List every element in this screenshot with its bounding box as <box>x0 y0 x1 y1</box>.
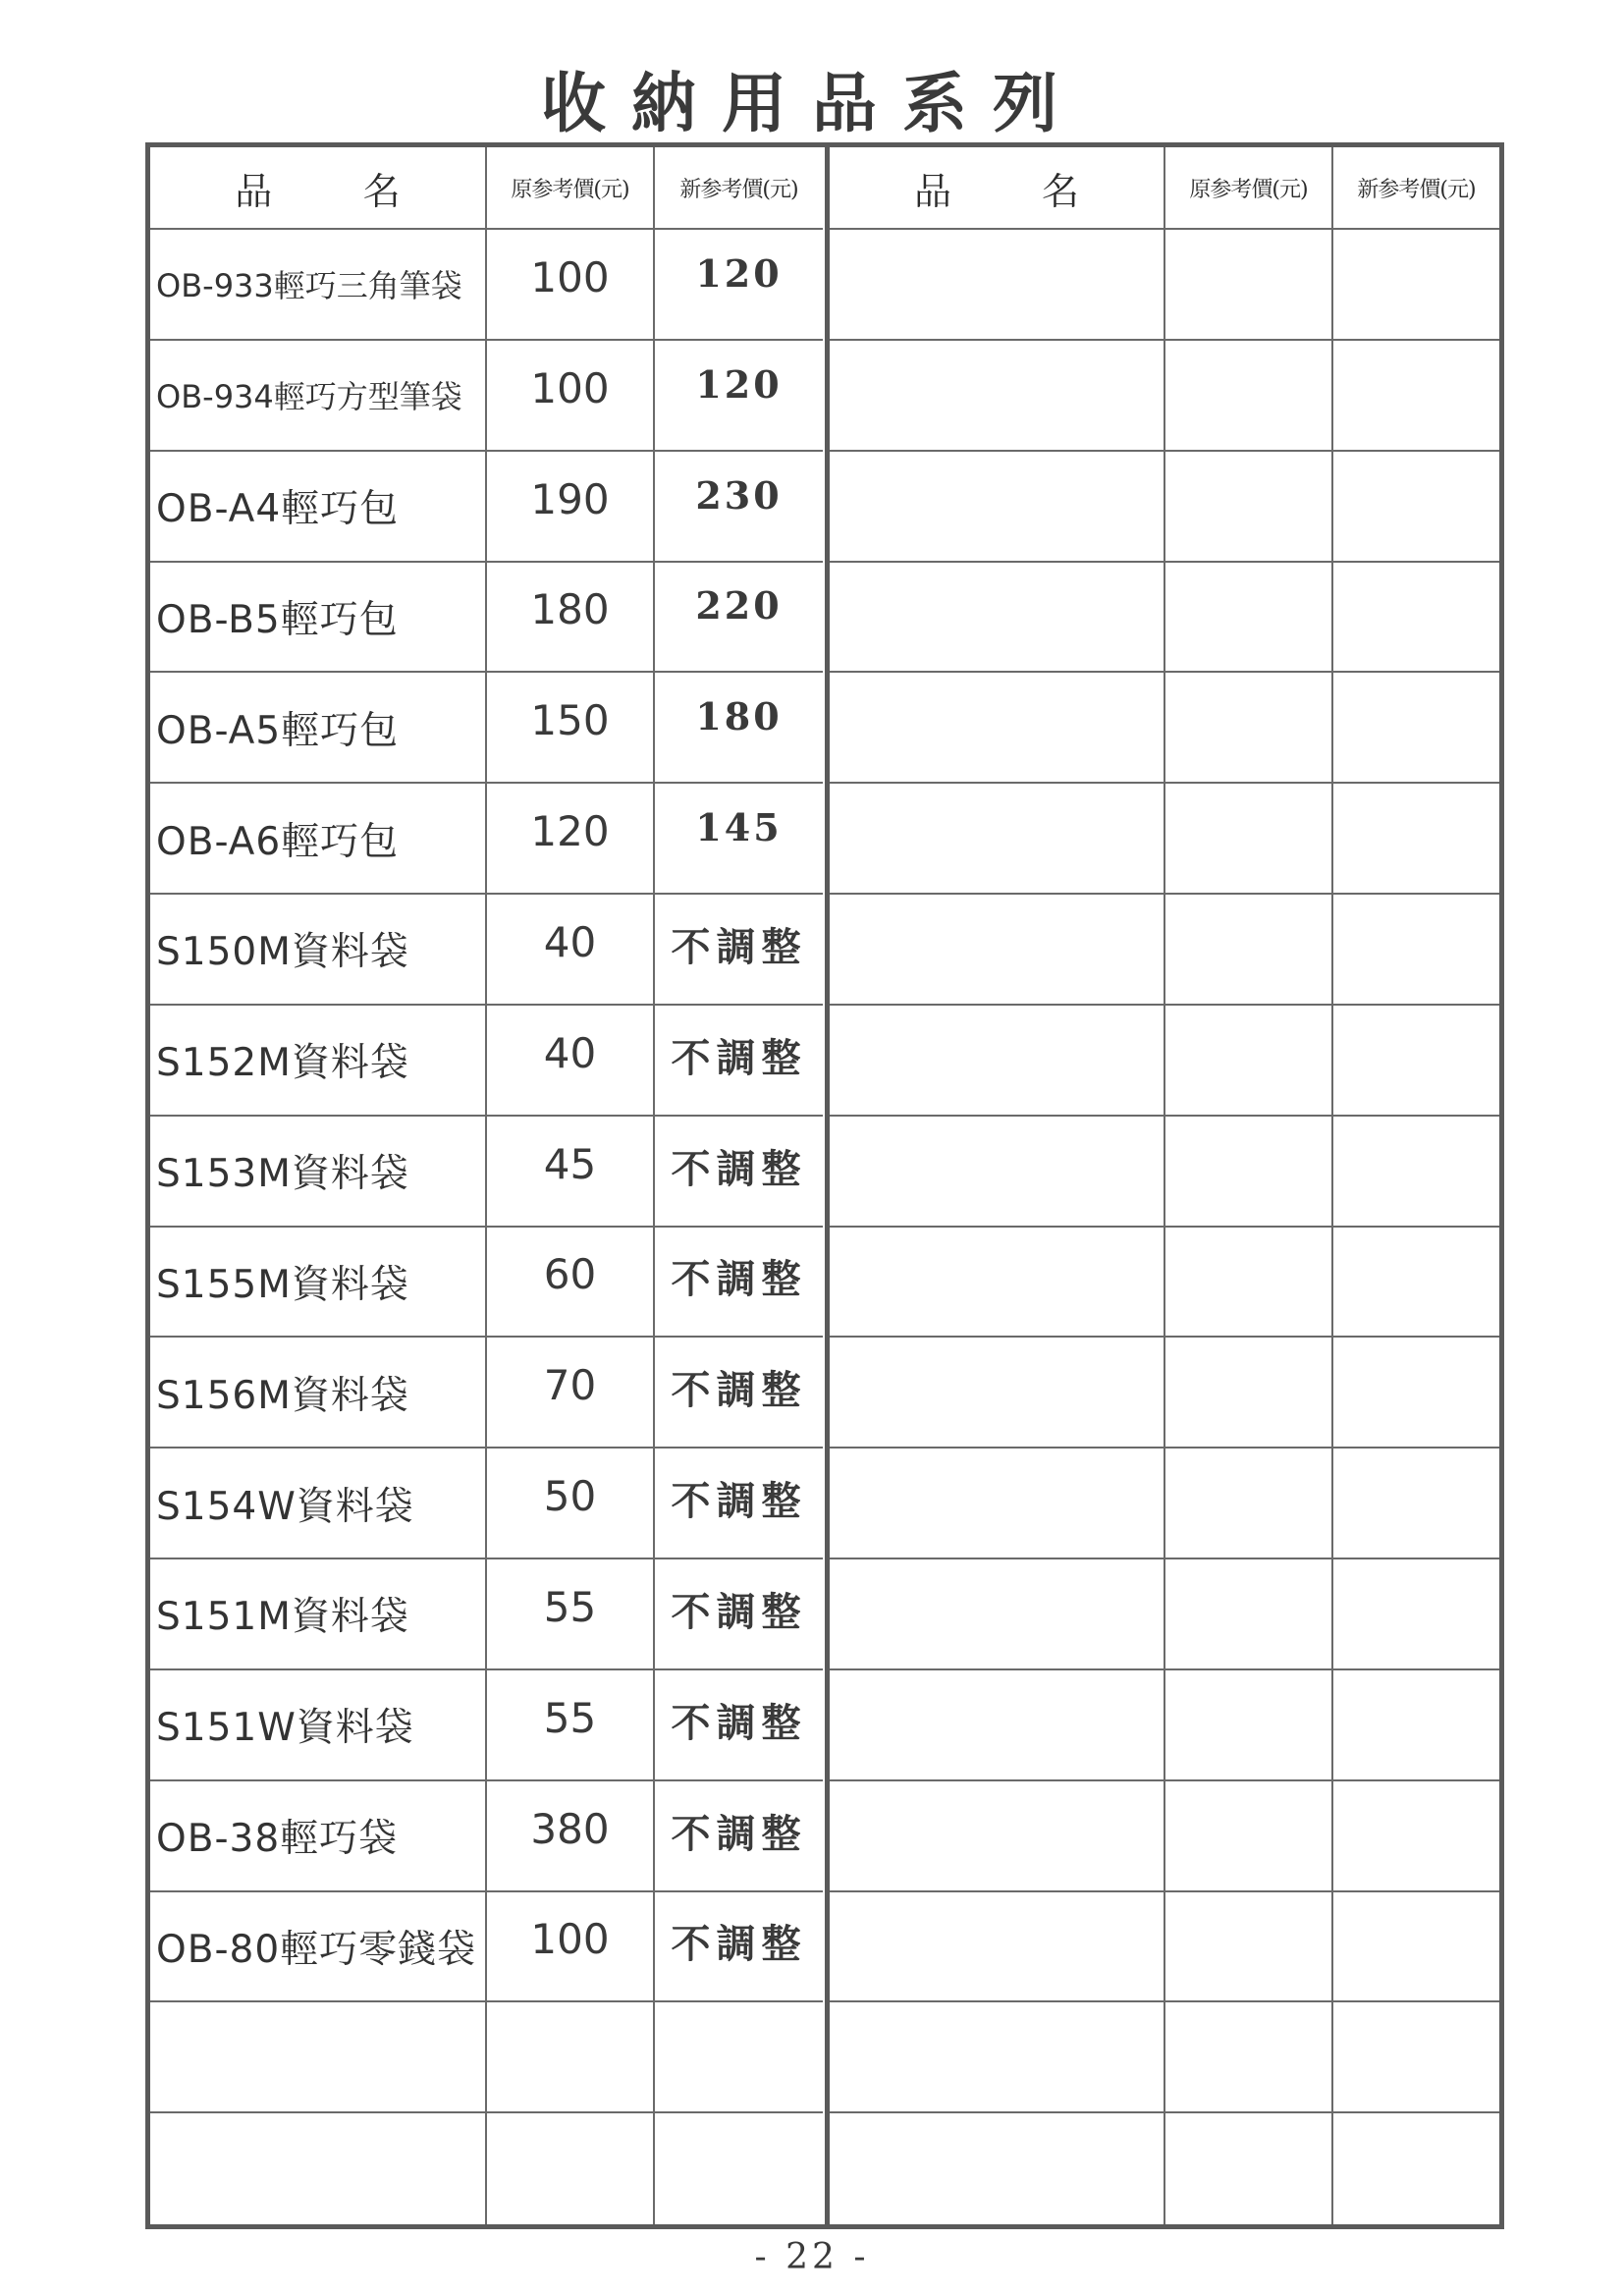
product-name-cell: OB-933輕巧三角筆袋 <box>150 230 487 341</box>
table-right-half <box>830 147 1499 2224</box>
empty-name-cell <box>830 1781 1165 1892</box>
empty-orig-price-cell <box>1165 452 1333 563</box>
new-price-cell: 不調整 <box>655 895 823 1006</box>
empty-name-cell <box>830 452 1165 563</box>
empty-new-price-cell <box>1333 230 1499 341</box>
page-title: 收納用品系列 <box>541 65 1083 141</box>
header-new-price: 新参考價(元) <box>1333 147 1499 230</box>
product-name-cell: S150M資料袋 <box>150 895 487 1006</box>
new-price-cell: 不調整 <box>655 1670 823 1781</box>
product-name-cell: S155M資料袋 <box>150 1228 487 1339</box>
empty-name-cell <box>830 1006 1165 1117</box>
empty-new-price-cell <box>1333 1338 1499 1449</box>
product-name-cell: OB-A4輕巧包 <box>150 452 487 563</box>
orig-price-cell: 70 <box>487 1338 655 1449</box>
new-price-cell <box>655 2113 823 2224</box>
header-name-char1: 品 <box>235 169 273 213</box>
empty-new-price-cell <box>1333 1228 1499 1339</box>
empty-new-price-cell <box>1333 1117 1499 1228</box>
empty-name-cell <box>830 1892 1165 2003</box>
price-table <box>145 142 1504 2229</box>
orig-price-cell <box>487 2113 655 2224</box>
empty-new-price-cell <box>1333 341 1499 452</box>
empty-new-price-cell <box>1333 1670 1499 1781</box>
product-name-cell <box>150 2113 487 2224</box>
empty-new-price-cell <box>1333 1006 1499 1117</box>
empty-orig-price-cell <box>1165 1117 1333 1228</box>
empty-name-cell <box>830 895 1165 1006</box>
orig-price-cell: 100 <box>487 1892 655 2003</box>
new-price-cell: 不調整 <box>655 1338 823 1449</box>
empty-name-cell <box>830 341 1165 452</box>
product-name-cell: S151M資料袋 <box>150 1559 487 1670</box>
empty-orig-price-cell <box>1165 673 1333 784</box>
empty-orig-price-cell <box>1165 1559 1333 1670</box>
empty-new-price-cell <box>1333 563 1499 674</box>
empty-orig-price-cell <box>1165 2113 1333 2224</box>
page-number: - 22 - <box>754 2237 870 2277</box>
empty-new-price-cell <box>1333 784 1499 895</box>
new-price-cell: 不調整 <box>655 1006 823 1117</box>
empty-orig-price-cell <box>1165 1006 1333 1117</box>
orig-price-cell <box>487 2002 655 2113</box>
header-name <box>150 147 487 230</box>
orig-price-cell: 60 <box>487 1228 655 1339</box>
new-price-cell: 不調整 <box>655 1117 823 1228</box>
product-name-cell: OB-A5輕巧包 <box>150 673 487 784</box>
orig-price-cell: 45 <box>487 1117 655 1228</box>
new-price-cell: 不調整 <box>655 1449 823 1559</box>
orig-price-cell: 55 <box>487 1559 655 1670</box>
new-price-cell: 120 <box>655 341 823 452</box>
empty-orig-price-cell <box>1165 1449 1333 1559</box>
product-name-cell: S156M資料袋 <box>150 1338 487 1449</box>
empty-name-cell <box>830 1670 1165 1781</box>
product-name-cell <box>150 2002 487 2113</box>
new-price-cell <box>655 2002 823 2113</box>
empty-name-cell <box>830 563 1165 674</box>
new-price-cell: 120 <box>655 230 823 341</box>
header-name-char2: 名 <box>362 169 401 213</box>
header-name-char2: 名 <box>1041 169 1079 213</box>
product-name-cell: S152M資料袋 <box>150 1006 487 1117</box>
new-price-cell: 不調整 <box>655 1892 823 2003</box>
empty-orig-price-cell <box>1165 895 1333 1006</box>
empty-orig-price-cell <box>1165 563 1333 674</box>
new-price-cell: 180 <box>655 673 823 784</box>
product-name-cell: OB-B5輕巧包 <box>150 563 487 674</box>
empty-orig-price-cell <box>1165 1892 1333 2003</box>
orig-price-cell: 55 <box>487 1670 655 1781</box>
new-price-cell: 不調整 <box>655 1228 823 1339</box>
orig-price-cell: 380 <box>487 1781 655 1892</box>
empty-name-cell <box>830 673 1165 784</box>
orig-price-cell: 150 <box>487 673 655 784</box>
product-name-cell: S151W資料袋 <box>150 1670 487 1781</box>
empty-new-price-cell <box>1333 1449 1499 1559</box>
empty-orig-price-cell <box>1165 784 1333 895</box>
empty-orig-price-cell <box>1165 341 1333 452</box>
new-price-cell: 220 <box>655 563 823 674</box>
orig-price-cell: 40 <box>487 895 655 1006</box>
empty-name-cell <box>830 1338 1165 1449</box>
empty-new-price-cell <box>1333 2113 1499 2224</box>
empty-new-price-cell <box>1333 895 1499 1006</box>
empty-new-price-cell <box>1333 2002 1499 2113</box>
orig-price-cell: 50 <box>487 1449 655 1559</box>
header-name <box>830 147 1165 230</box>
orig-price-cell: 100 <box>487 341 655 452</box>
empty-name-cell <box>830 1117 1165 1228</box>
header-name-char1: 品 <box>913 169 951 213</box>
new-price-cell: 145 <box>655 784 823 895</box>
orig-price-cell: 180 <box>487 563 655 674</box>
product-name-cell: OB-80輕巧零錢袋 <box>150 1892 487 2003</box>
empty-new-price-cell <box>1333 673 1499 784</box>
empty-new-price-cell <box>1333 1892 1499 2003</box>
empty-name-cell <box>830 1228 1165 1339</box>
empty-new-price-cell <box>1333 452 1499 563</box>
product-name-cell: S154W資料袋 <box>150 1449 487 1559</box>
new-price-cell: 不調整 <box>655 1559 823 1670</box>
empty-orig-price-cell <box>1165 2002 1333 2113</box>
table-left-half <box>150 147 830 2224</box>
orig-price-cell: 190 <box>487 452 655 563</box>
orig-price-cell: 120 <box>487 784 655 895</box>
new-price-cell: 不調整 <box>655 1781 823 1892</box>
empty-orig-price-cell <box>1165 1338 1333 1449</box>
orig-price-cell: 40 <box>487 1006 655 1117</box>
empty-orig-price-cell <box>1165 1670 1333 1781</box>
header-orig-price: 原参考價(元) <box>487 147 655 230</box>
header-orig-price: 原参考價(元) <box>1165 147 1333 230</box>
product-name-cell: OB-934輕巧方型筆袋 <box>150 341 487 452</box>
new-price-cell: 230 <box>655 452 823 563</box>
empty-name-cell <box>830 1449 1165 1559</box>
empty-orig-price-cell <box>1165 1228 1333 1339</box>
header-new-price: 新参考價(元) <box>655 147 823 230</box>
empty-name-cell <box>830 2113 1165 2224</box>
empty-orig-price-cell <box>1165 230 1333 341</box>
product-name-cell: S153M資料袋 <box>150 1117 487 1228</box>
empty-orig-price-cell <box>1165 1781 1333 1892</box>
empty-name-cell <box>830 230 1165 341</box>
product-name-cell: OB-38輕巧袋 <box>150 1781 487 1892</box>
empty-name-cell <box>830 1559 1165 1670</box>
empty-new-price-cell <box>1333 1781 1499 1892</box>
empty-name-cell <box>830 784 1165 895</box>
empty-name-cell <box>830 2002 1165 2113</box>
empty-new-price-cell <box>1333 1559 1499 1670</box>
product-name-cell: OB-A6輕巧包 <box>150 784 487 895</box>
orig-price-cell: 100 <box>487 230 655 341</box>
